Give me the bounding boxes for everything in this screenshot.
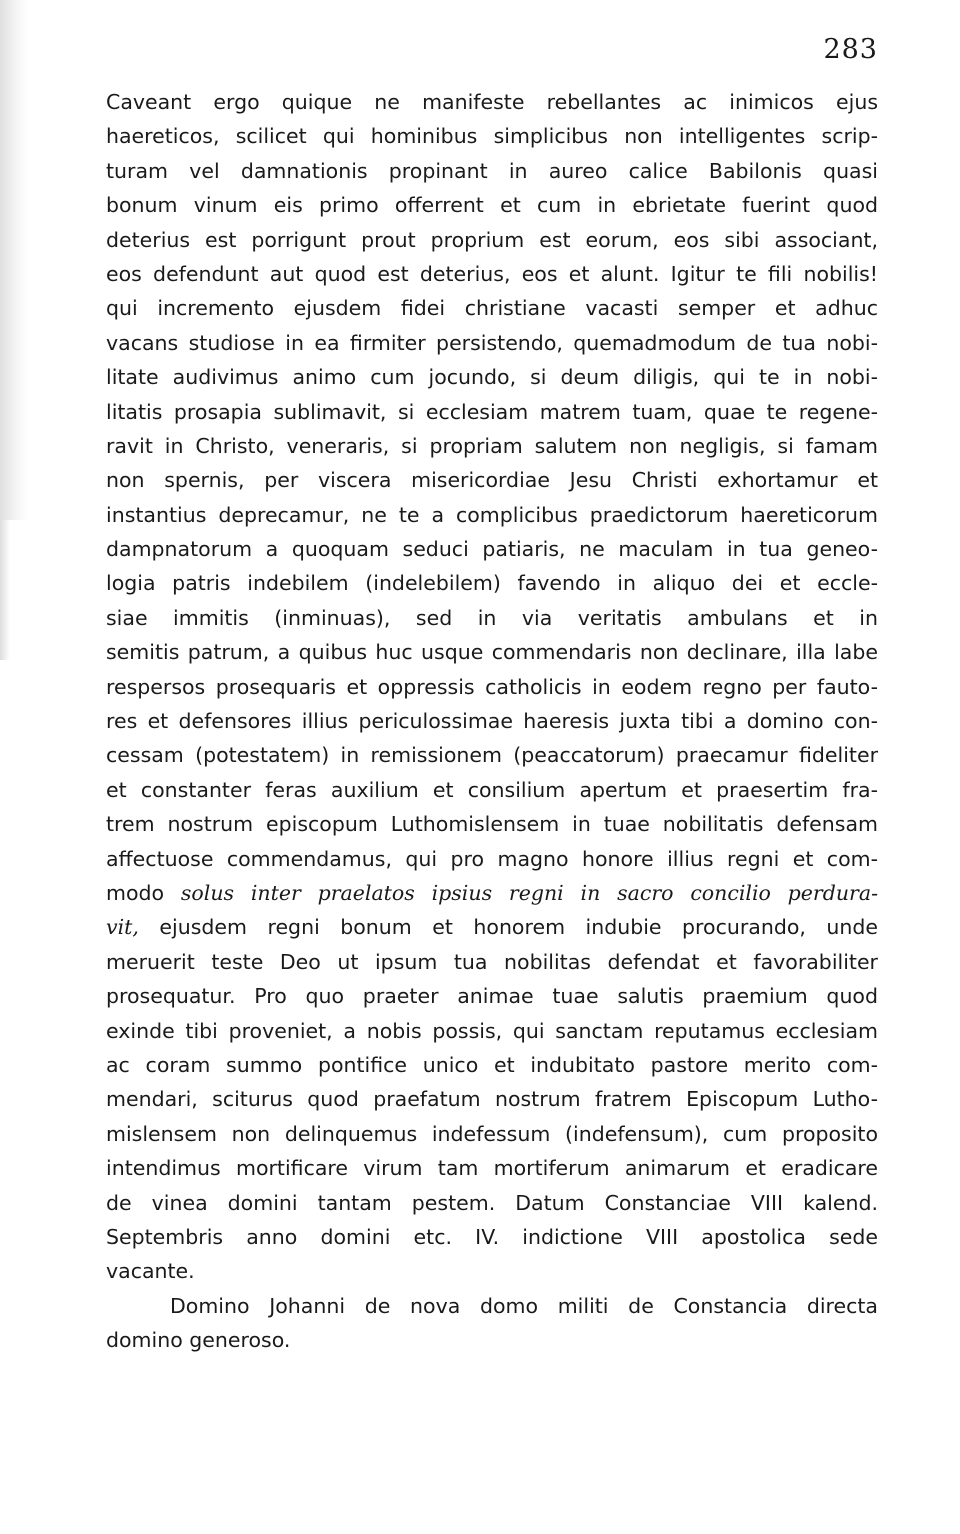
text-line: semitis patrum, a quibus huc usque commendaris non declinare, illa labe (106, 640, 878, 665)
text-segment: modo (106, 880, 181, 905)
text-line: bonum vinum eis primo offerrent et cum in ebrietate fuerint quod (106, 193, 878, 218)
text-line: eos defendunt aut quod est deterius, eos et alunt. Igitur te fili nobilis! (106, 261, 878, 286)
italic-segment: solus inter praelatos ipsius regni in sacro concilio perdura- (180, 880, 878, 905)
text-line: litate audivimus animo cum jocundo, si deum diligis, qui te in nobi- (106, 365, 878, 390)
text-line: Septembris anno domini etc. IV. indictione VIII apostolica sede (106, 1224, 878, 1249)
text-line: turam vel damnationis propinant in aureo calice Babilonis quasi (106, 158, 878, 183)
text-line: siae immitis (inminuas), sed in via veritatis ambulans et in (106, 605, 878, 630)
text-line: et constanter feras auxilium et consilium apertum et praesertim fra- (106, 777, 878, 802)
text-line: mendari, sciturus quod praefatum nostrum fratrem Episcopum Lutho- (106, 1087, 878, 1112)
address-line: Domino Johanni de nova domo militi de Constancia directa (170, 1293, 878, 1318)
text-line: non spernis, per viscera misericordiae Jesu Christi exhortamur et (106, 468, 878, 493)
text-line: haereticos, scilicet qui hominibus simplicibus non intelligentes scrip- (106, 124, 878, 149)
text-line: mislensem non delinquemus indefessum (indefensum), cum proposito (106, 1121, 878, 1146)
text-line: res et defensores illius periculossimae haeresis juxta tibi a domino con- (106, 709, 878, 734)
text-line: respersos prosequaris et oppressis catholicis in eodem regno per fauto- (106, 674, 878, 699)
text-line: de vinea domini tantam pestem. Datum Constanciae VIII kalend. (106, 1190, 878, 1215)
text-line: intendimus mortificare virum tam mortiferum animarum et eradicare (106, 1156, 878, 1181)
text-segment: ejusdem regni bonum et honorem indubie procurando, unde (138, 915, 878, 940)
text-line: Caveant ergo quique ne manifeste rebellantes ac inimicos ejus (106, 90, 878, 114)
text-line: vacans studiose in ea firmiter persistendo, quemadmodum de tua nobi- (106, 330, 878, 355)
text-line: dampnatorum a quoquam seduci patiaris, ne maculam in tua geneo- (106, 537, 878, 562)
binding-shadow (0, 0, 28, 520)
address-line: domino generoso. (106, 1328, 291, 1353)
text-line: cessam (potestatem) in remissionem (peaccatorum) praecamur fideliter (106, 743, 878, 768)
text-line-last: vacante. (106, 1259, 195, 1284)
text-line: logia patris indebilem (indelebilem) favendo in aliquo dei et eccle- (106, 571, 878, 596)
italic-segment: vit, (106, 915, 139, 940)
text-line: trem nostrum episcopum Luthomislensem in tuae nobilitatis defensam (106, 812, 878, 837)
text-line: ravit in Christo, veneraris, si propriam salutem non negligis, si famam (106, 433, 878, 458)
text-line: prosequatur. Pro quo praeter animae tuae salutis praemium quod (106, 984, 878, 1009)
text-line: litatis prosapia sublimavit, si ecclesiam matrem tuam, quae te regene- (106, 399, 878, 424)
binding-shadow-lower (0, 520, 10, 660)
text-line: meruerit teste Deo ut ipsum tua nobilitas defendat et favorabiliter (106, 949, 878, 974)
letter-text (106, 85, 878, 1357)
text-line: qui incremento ejusdem fidei christiane vacasti semper et adhuc (106, 296, 878, 321)
text-line: instantius deprecamur, ne te a complicibus praedictorum haereticorum (106, 502, 878, 527)
text-line: deterius est porrigunt prout proprium est eorum, eos sibi associant, (106, 227, 878, 252)
page-number: 283 (823, 34, 878, 65)
text-line-italic (106, 910, 878, 944)
text-line: exinde tibi proveniet, a nobis possis, qui sanctam reputamus ecclesiam (106, 1018, 878, 1043)
text-line: affectuose commendamus, qui pro magno honore illius regni et com- (106, 846, 878, 871)
text-line: ac coram summo pontifice unico et indubitato pastore merito com- (106, 1052, 878, 1077)
text-line-italic (106, 876, 878, 910)
